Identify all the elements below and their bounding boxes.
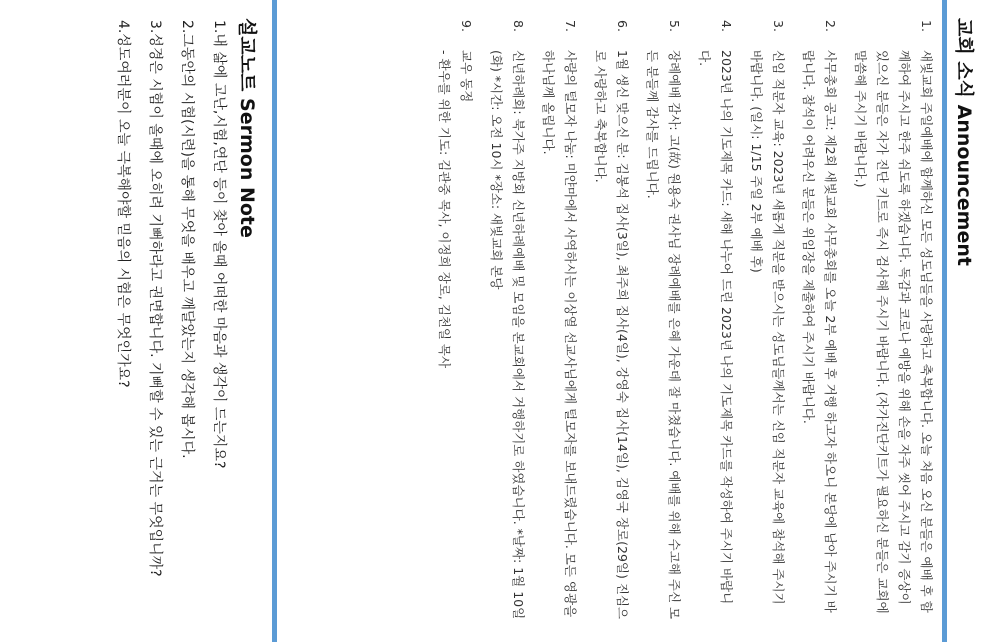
item-number: 9. bbox=[459, 20, 474, 32]
sermon-question-list bbox=[102, 20, 230, 630]
item-text: 신년하례회: 북가주 지방회 신년하례예배 및 모임을 본교회에서 거행하기로 하였습니다. *날짜: 1월 10일(화) *시간: 오전 10시 *장소: 새빛교회 본당 bbox=[489, 50, 526, 620]
announcement-list bbox=[425, 20, 937, 620]
item-text: 교우 동정 bbox=[459, 50, 474, 103]
item-number: 3. bbox=[771, 20, 786, 32]
list-item bbox=[693, 20, 737, 620]
list-item bbox=[849, 20, 937, 620]
item-text: 사무총회 공고: 제2회 새빛교회 사무총회를 오늘 2부 예배 후 거행 하고자 하오니 본당에 남아 주시기 바랍니다. 참석이 어려우신 분들은 위임장을 제출하여 주시기 바랍니다. bbox=[801, 50, 838, 613]
item-number: 8. bbox=[511, 20, 526, 32]
item-number: 4. bbox=[719, 20, 734, 32]
sermon-question: 3.성경은 시험이 올때에 오히려 기뻐하라고 권면합니다. 기뻐할 수 있는 근거는 무엇입니까? bbox=[147, 20, 163, 577]
item-text: 장례예배 감사: 고(故) 원용숙 권사님 장례예배를 은혜 가운데 잘 마쳤습니다. 예배를 위해 수고해 주신 모든 분들께 감사를 드립니다. bbox=[645, 50, 682, 620]
list-item bbox=[797, 20, 841, 620]
item-number: 6. bbox=[615, 20, 630, 32]
list-item bbox=[745, 20, 789, 620]
sermon-question: 4.성도여러분이 오늘 극복해야할 믿음의 시험은 무엇인가요? bbox=[115, 20, 131, 388]
sermon-question: 1.내 삶에 고난,시험,연단 등이 찾아 올때 어떠한 마음과 생각이 드는지요? bbox=[211, 20, 227, 469]
item-text: 새빛교회 주일예배에 함께하신 모든 성도님들을 사랑하고 축복합니다. 오늘 처음 오신 분들은 예배 후 함께하여 주시고 한주 쉬도록 하겠습니다. 독감과 코로나 예방을 위해 손을 자주 씻어 주시고 감기 증상이 있으신 분들은 자가 진단 키트로 즉시 검사해 주시기 바랍니다. (자가진단키트가 필요하신 분들은 교회에 말씀해 주시기 바랍니다.) bbox=[853, 50, 934, 614]
item-number: 5. bbox=[667, 20, 682, 32]
item-text: 신임 직분자 교육: 2023년 새롭게 직분을 받으시는 성도님들께서는 신임 직분자 교육에 참석해 주시기 바랍니다. (일시: 1/15 주일 2부 예배 후) bbox=[749, 50, 786, 605]
item-text: 1월 생신 맞으신 분: 김봉석 집사(3일), 최주희 집사(4일), 강영숙 집사(14일), 김영국 장로(29일) 진심으로 사랑하고 축복합니다. bbox=[593, 50, 630, 620]
announcement-title: 교회 소식 Announcement bbox=[953, 18, 975, 266]
list-item bbox=[537, 20, 581, 620]
item-number: 1. bbox=[919, 20, 934, 32]
list-item bbox=[433, 20, 477, 620]
list-item bbox=[641, 20, 685, 620]
item-number: 2. bbox=[823, 20, 838, 32]
announcement-divider bbox=[942, 0, 947, 642]
list-item bbox=[485, 20, 529, 620]
list-item bbox=[589, 20, 633, 620]
item-number: 7. bbox=[563, 20, 578, 32]
sermon-divider bbox=[272, 0, 277, 642]
sermon-title: 설교노트 Sermon Note bbox=[236, 18, 258, 238]
item-subtext: - 환우를 위한 기도: 김관중 목사, 이정희 장로, 김천일 목사 bbox=[437, 50, 452, 369]
sermon-question: 2.그동안의 시험(시련)을 통해 무엇을 배우고 깨달았는지 생각해 봅시다. bbox=[179, 20, 195, 459]
item-text: 사랑의 털모자 나눔: 미얀마에서 사역하시는 이상열 선교사님에게 털모자를 보내드렸습니다. 모든 영광을 하나님께 올립니다. bbox=[541, 50, 578, 618]
item-text: 2023년 나의 기도제목 카드: 새해 나누어 드린 2023년 나의 기도제목 카드를 작성하여 주시기 바랍니다. bbox=[697, 50, 734, 605]
